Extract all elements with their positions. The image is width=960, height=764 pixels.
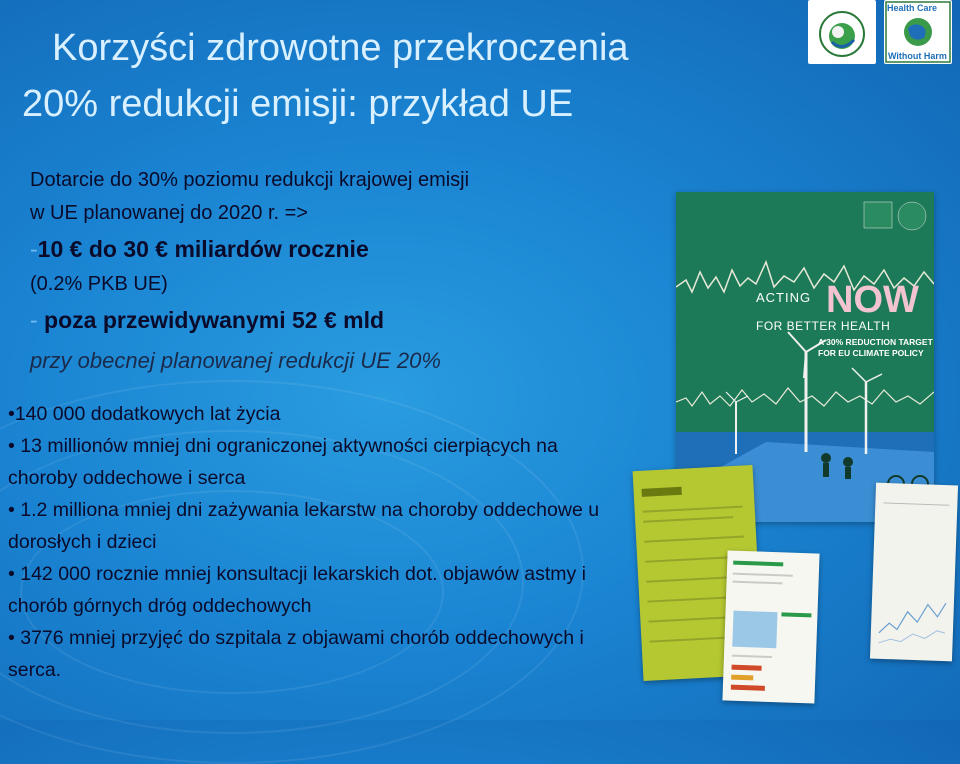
current-target-note: przy obecnej planowanej redukcji UE 20% (30, 348, 441, 373)
cover-title (756, 279, 933, 359)
heal-logo (808, 0, 876, 64)
cover-target-line-1: A 30% REDUCTION TARGET (818, 337, 933, 347)
benefits-list (8, 398, 628, 686)
slide-title (22, 20, 792, 132)
benefit-item: • 142 000 rocznie mniej konsultacji lekarskich dot. objawów astmy i chorób górnych dróg oddechowych (8, 563, 587, 617)
hcwh-logo-text-bottom: Without Harm (888, 51, 947, 61)
cover-target (756, 337, 933, 359)
cost-range (30, 230, 650, 268)
intro-line-2: w UE planowanej do 2020 r. => (30, 202, 308, 224)
benefit-item: • 13 millionów mniej dni ograniczonej aktywności cierpiących na choroby oddechowe i serca (8, 435, 558, 489)
benefit-item: • 1.2 milliona mniej dni zażywania lekarstw na choroby oddechowe u dorosłych i dzieci (8, 499, 600, 553)
hcwh-logo-text-top: Health Care (887, 3, 938, 13)
title-line-2: 20% redukcji emisji: przykład UE (22, 83, 574, 125)
heal-emblem-icon (808, 0, 876, 64)
hcwh-logo (884, 0, 952, 64)
title-line-1: Korzyści zdrowotne przekroczenia (52, 27, 629, 69)
intro-line-1: Dotarcie do 30% poziomu redukcji krajowej emisji (30, 169, 470, 191)
beyond-planned-text: poza przewidywanymi 52 € mld (37, 307, 385, 333)
cover-now: NOW (826, 279, 919, 321)
cover-better-health: FOR BETTER HEALTH (756, 319, 891, 333)
gdp-share: (0.2% PKB UE) (30, 273, 168, 295)
report-page-summary (722, 550, 819, 703)
partner-logos (808, 0, 952, 64)
intro-block (30, 164, 650, 383)
benefit-item: • 3776 mniej przyjęć do szpitala z objawami chorób oddechowych i serca. (8, 627, 584, 681)
cover-target-line-2: FOR EU CLIMATE POLICY (818, 348, 924, 358)
report-page-chart (870, 483, 958, 662)
beyond-planned (30, 301, 650, 339)
dash-marker: - (30, 307, 38, 333)
dash-marker: - (30, 236, 38, 262)
cover-acting: ACTING (756, 290, 812, 305)
cost-range-text: 10 € do 30 € miliardów rocznie (37, 236, 369, 262)
benefit-item: •140 000 dodatkowych lat życia (8, 403, 281, 425)
report-line-chart-image (870, 483, 958, 662)
